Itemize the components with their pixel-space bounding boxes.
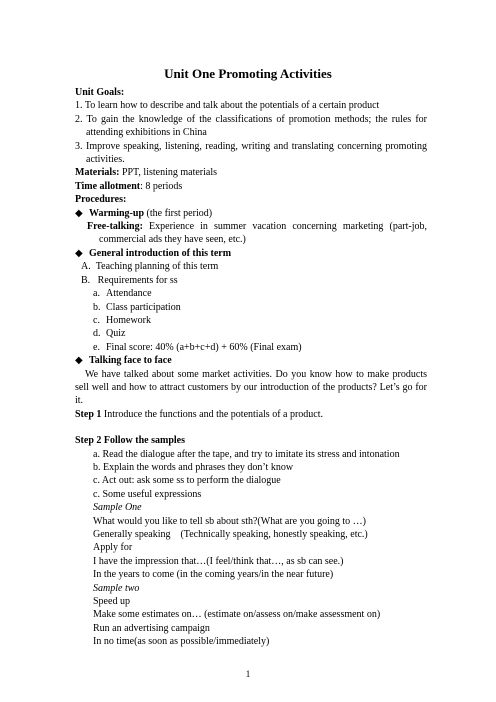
- free-talking-text: Free-talking: Experience in summer vacation concerning marketing (part-job, commercial ads they have seen, etc.): [87, 221, 427, 246]
- step2-heading: Step 2 Follow the samples: [75, 435, 185, 447]
- expression-line: Apply for: [93, 542, 133, 554]
- expression-line: Run an advertising campaign: [93, 622, 210, 634]
- page-number: 1: [245, 669, 251, 679]
- step1-line: Step 1 Introduce the functions and the potentials of a product.: [75, 408, 324, 420]
- diamond-bullet-icon: ◆: [75, 247, 83, 259]
- sample-one-heading: Sample One: [93, 502, 142, 514]
- goal-item: 1. To learn how to describe and talk about the potentials of a certain product: [75, 100, 380, 112]
- page-title: Unit One Promoting Activities: [164, 66, 332, 81]
- list-item: A. Teaching planning of this term: [81, 261, 219, 273]
- spacer: [75, 421, 427, 434]
- list-item: B. Requirements for ss: [81, 274, 178, 286]
- talking-heading: ◆ Talking face to face: [75, 355, 172, 367]
- sub-list-item: c. Homework: [93, 314, 151, 326]
- diamond-bullet-icon: ◆: [75, 207, 83, 219]
- general-heading: ◆ General introduction of this term: [75, 247, 232, 259]
- step-line: a. Read the dialogue after the tape, and try to imitate its stress and intonation: [93, 448, 400, 460]
- expression-line: In the years to come (in the coming years/in the near future): [93, 569, 334, 581]
- sub-list-item: a. Attendance: [93, 288, 152, 300]
- goal-item: 3. Improve speaking, listening, reading, writing and translating concerning promoting activities.: [75, 140, 428, 166]
- sub-list-item: e. Final score: 40% (a+b+c+d) + 60% (Final exam): [93, 341, 302, 353]
- expression-line: In no time(as soon as possible/immediately): [93, 636, 270, 648]
- sub-list-item: b. Class participation: [93, 301, 181, 313]
- materials-line: Materials: PPT, listening materials: [75, 167, 218, 179]
- procedures-label: Procedures:: [75, 194, 127, 206]
- expression-line: Generally speaking (Technically speaking, honestly speaking, etc.): [93, 529, 368, 540]
- time-allotment-line: Time allotment: 8 periods: [75, 180, 183, 192]
- warmup-heading: ◆ Warming-up (the first period): [75, 207, 213, 219]
- unit-goals-label: Unit Goals:: [75, 87, 125, 98]
- expression-line: Speed up: [93, 596, 130, 608]
- sample-two-heading: Sample two: [93, 582, 140, 594]
- expression-line: Make some estimates on… (estimate on/assess on/make assessment on): [93, 609, 381, 621]
- step-line: b. Explain the words and phrases they don’t know: [93, 461, 294, 473]
- goal-item: 2. To gain the knowledge of the classifications of promotion methods; the rules for attending exhibitions in China: [75, 113, 427, 139]
- diamond-bullet-icon: ◆: [75, 355, 83, 367]
- document-body: [75, 86, 427, 649]
- expression-line: I have the impression that…(I feel/think that…, as sb can see.): [93, 555, 344, 567]
- talking-paragraph: We have talked about some market activities. Do you know how to make products sell well and how to attract customers by our introduction of the products? Let’s go for it.: [75, 368, 427, 407]
- sub-list-item: d. Quiz: [93, 328, 126, 340]
- step-line: c. Act out: ask some ss to perform the dialogue: [93, 475, 281, 487]
- expression-line: What would you like to tell sb about sth?(What are you going to …): [93, 515, 366, 527]
- step-line: c. Some useful expressions: [93, 488, 202, 500]
